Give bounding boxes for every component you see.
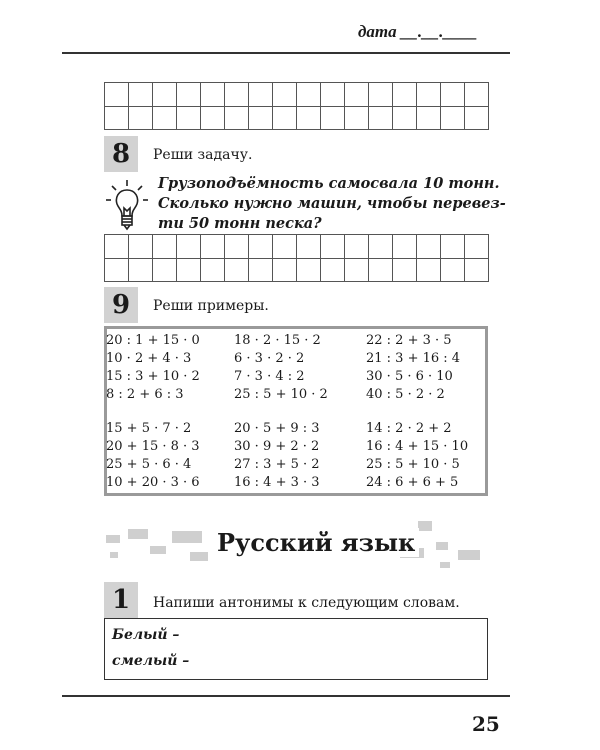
task-8-number: 8: [104, 136, 138, 172]
problem-line: Грузоподъёмность самосвала 10 тонн.: [158, 175, 500, 192]
banner-decoration: [190, 552, 208, 561]
answer-grid-top[interactable]: [104, 82, 489, 130]
example: 15 + 5 · 7 · 2: [106, 421, 192, 436]
example: 25 : 5 + 10 · 5: [366, 457, 460, 472]
example: 40 : 5 · 2 · 2: [366, 387, 445, 402]
banner-decoration: [106, 535, 120, 543]
example: 21 : 3 + 16 : 4: [366, 351, 461, 366]
example: 8 : 2 + 6 : 3: [106, 387, 184, 402]
task-1-number: 1: [104, 582, 138, 618]
bottom-divider: [62, 695, 510, 697]
task-9-instruction: Реши примеры.: [153, 298, 269, 314]
example: 30 · 9 + 2 · 2: [234, 439, 320, 454]
problem-line: ти 50 тонн песка?: [158, 215, 322, 232]
answer-grid-task-8[interactable]: [104, 234, 489, 282]
example: 20 : 1 + 15 · 0: [106, 333, 200, 348]
example: 25 + 5 · 6 · 4: [106, 457, 192, 472]
banner-decoration: [110, 552, 118, 558]
example: 15 : 3 + 10 · 2: [106, 369, 200, 384]
banner-decoration: [128, 529, 148, 539]
problem-line: Сколько нужно машин, чтобы перевез-: [158, 195, 506, 212]
section-title: Русский язык: [213, 528, 419, 557]
example: 6 · 3 · 2 · 2: [234, 351, 305, 366]
example: 10 · 2 + 4 · 3: [106, 351, 192, 366]
banner-decoration: [440, 562, 450, 568]
example: 27 : 3 + 5 · 2: [234, 457, 320, 472]
example: 7 · 3 · 4 : 2: [234, 369, 305, 384]
example: 14 : 2 · 2 + 2: [366, 421, 452, 436]
example: 24 : 6 + 6 + 5: [366, 475, 459, 490]
example: 30 · 5 · 6 · 10: [366, 369, 453, 384]
example: 16 : 4 + 3 · 3: [234, 475, 320, 490]
top-divider: [62, 52, 510, 54]
antonym-word: смелый –: [112, 653, 190, 669]
example: 22 : 2 + 3 · 5: [366, 333, 452, 348]
antonym-word: Белый –: [112, 627, 180, 643]
banner-decoration: [418, 521, 432, 531]
page-number: 25: [472, 712, 500, 736]
date-field[interactable]: дата __.__.____: [358, 22, 478, 41]
example: 20 · 5 + 9 : 3: [234, 421, 320, 436]
banner-decoration: [172, 531, 202, 543]
banner-decoration: [150, 546, 166, 554]
example: 25 : 5 + 10 · 2: [234, 387, 328, 402]
example: 20 + 15 · 8 · 3: [106, 439, 200, 454]
task-8-instruction: Реши задачу.: [153, 147, 253, 163]
example: 10 + 20 · 3 · 6: [106, 475, 200, 490]
lightbulb-icon: [104, 178, 150, 232]
task-9-number: 9: [104, 287, 138, 323]
task-8-problem: [158, 174, 506, 234]
banner-decoration: [458, 550, 480, 560]
example: 18 · 2 · 15 · 2: [234, 333, 321, 348]
example: 16 : 4 + 15 · 10: [366, 439, 469, 454]
task-1-instruction: Напиши антонимы к следующим словам.: [153, 595, 460, 611]
banner-decoration: [436, 542, 448, 550]
